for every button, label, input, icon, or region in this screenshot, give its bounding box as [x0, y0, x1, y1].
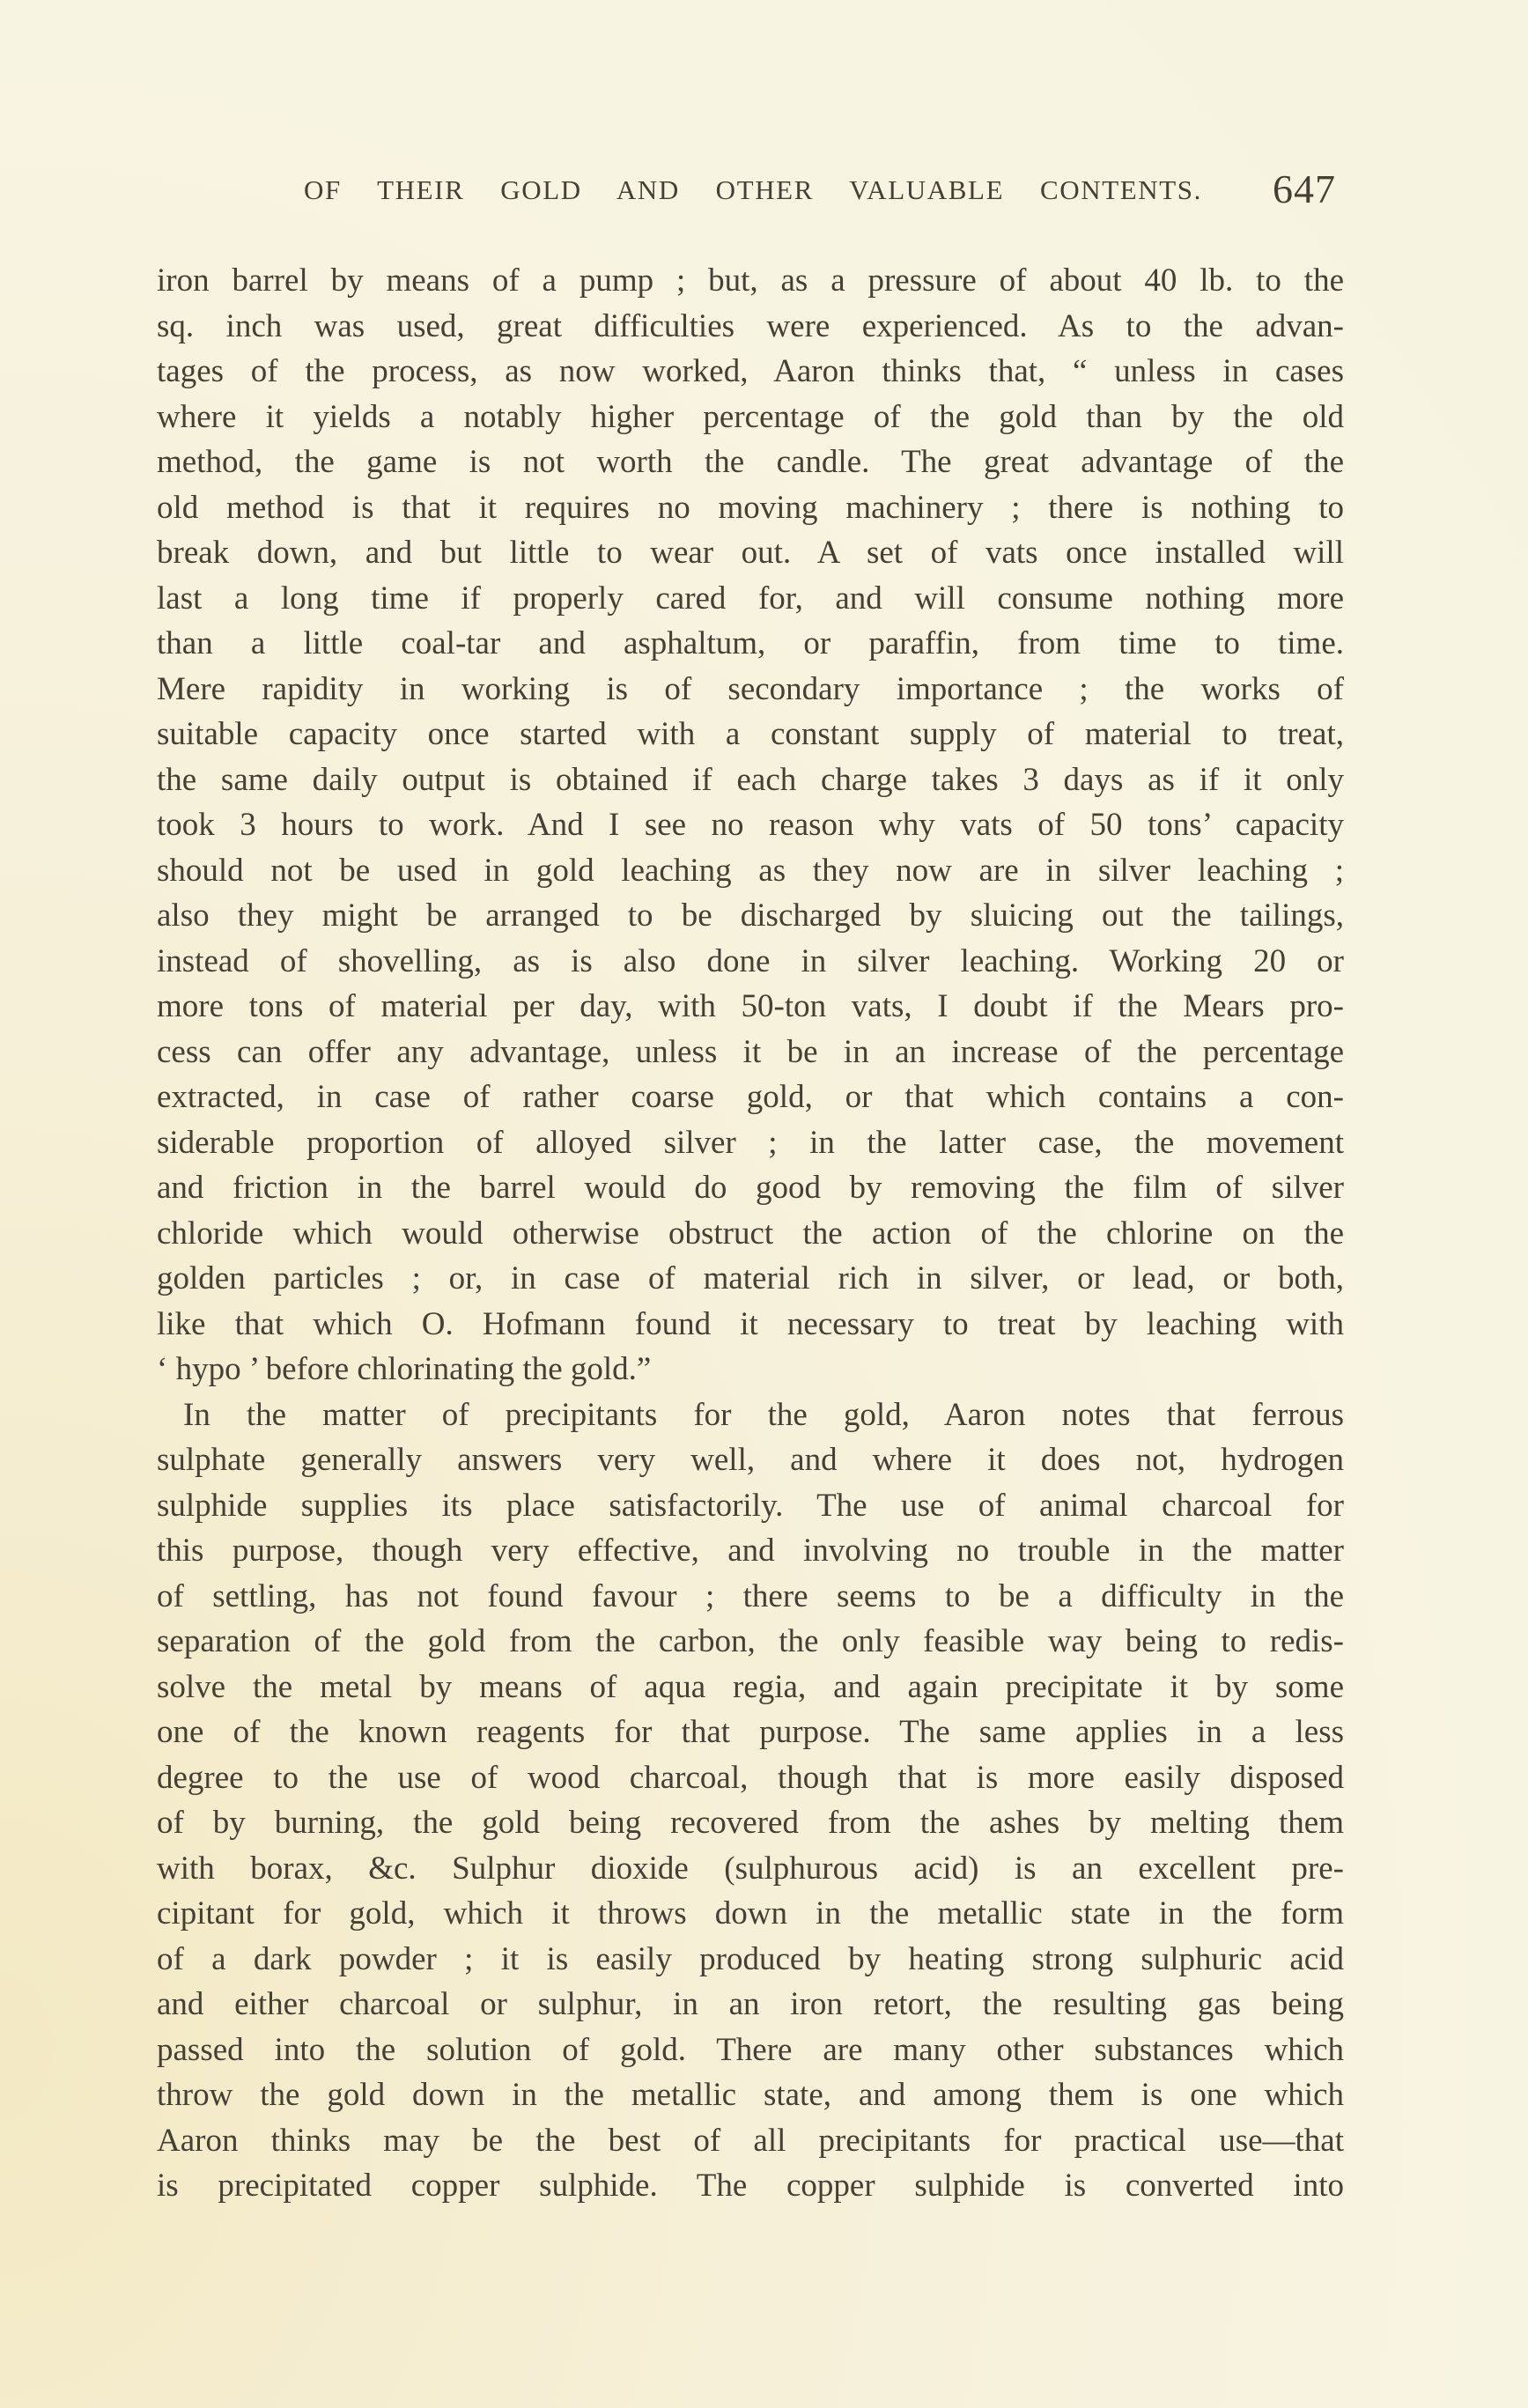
- text-line: golden particles ; or, in case of material rich in silver, or lead, or both,: [157, 1260, 1344, 1296]
- body-text: [157, 258, 1344, 2209]
- text-line: where it yields a notably higher percentage of the gold than by the old: [157, 398, 1344, 435]
- text-line: passed into the solution of gold. There are many other substances which: [157, 2031, 1344, 2068]
- text-line: sulphate generally answers very well, and where it does not, hydrogen: [157, 1442, 1344, 1478]
- text-line: cess can offer any advantage, unless it be in an increase of the percentage: [157, 1033, 1344, 1070]
- text-line: is precipitated copper sulphide. The copper sulphide is converted into: [157, 2168, 1344, 2204]
- text-line: Mere rapidity in working is of secondary importance ; the works of: [157, 670, 1344, 707]
- text-line: sulphide supplies its place satisfactorily. The use of animal charcoal for: [157, 1487, 1344, 1524]
- text-line: method, the game is not worth the candle. The great advantage of the: [157, 444, 1344, 480]
- text-line: suitable capacity once started with a constant supply of material to treat,: [157, 716, 1344, 752]
- text-line: the same daily output is obtained if each charge takes 3 days as if it only: [157, 761, 1344, 798]
- text-line: took 3 hours to work. And I see no reason why vats of 50 tons’ capacity: [157, 807, 1344, 843]
- page-number: 647: [1273, 166, 1336, 211]
- text-line: separation of the gold from the carbon, the only feasible way being to redis-: [157, 1623, 1344, 1659]
- text-line: this purpose, though very effective, and involving no trouble in the matter: [157, 1533, 1344, 1569]
- text-line: degree to the use of wood charcoal, though that is more easily disposed: [157, 1759, 1344, 1796]
- text-line: iron barrel by means of a pump ; but, as a pressure of about 40 lb. to the: [157, 262, 1344, 299]
- text-line: instead of shovelling, as is also done in silver leaching. Working 20 or: [157, 942, 1344, 979]
- text-line: last a long time if properly cared for, and will consume nothing more: [157, 580, 1344, 617]
- paragraph: [157, 1392, 1344, 2209]
- text-line: cipitant for gold, which it throws down in the metallic state in the form: [157, 1895, 1344, 1932]
- text-line: chloride which would otherwise obstruct the action of the chlorine on the: [157, 1215, 1344, 1252]
- paragraph: [157, 258, 1344, 1392]
- text-line: In the matter of precipitants for the gold, Aaron notes that ferrous: [183, 1396, 1344, 1433]
- text-line: one of the known reagents for that purpose. The same applies in a less: [157, 1714, 1344, 1750]
- running-head: OF THEIR GOLD AND OTHER VALUABLE CONTENTS.: [304, 174, 1202, 205]
- text-line: like that which O. Hofmann found it necessary to treat by leaching with: [157, 1305, 1344, 1342]
- text-line: siderable proportion of alloyed silver ; in the latter case, the movement: [157, 1124, 1344, 1161]
- text-line: break down, and but little to wear out. A set of vats once installed will: [157, 535, 1344, 571]
- text-line: also they might be arranged to be discharged by sluicing out the tailings,: [157, 897, 1344, 934]
- text-line: of a dark powder ; it is easily produced by heating strong sulphuric acid: [157, 1940, 1344, 1977]
- text-line: throw the gold down in the metallic state, and among them is one which: [157, 2077, 1344, 2113]
- text-line: than a little coal-tar and asphaltum, or paraffin, from time to time.: [157, 625, 1344, 661]
- text-line: should not be used in gold leaching as they now are in silver leaching ;: [157, 852, 1344, 889]
- text-line: sq. inch was used, great difficulties were experienced. As to the advan-: [157, 307, 1344, 344]
- text-line: Aaron thinks may be the best of all precipitants for practical use—that: [157, 2122, 1344, 2159]
- text-line: with borax, &c. Sulphur dioxide (sulphurous acid) is an excellent pre-: [157, 1850, 1344, 1887]
- text-line: more tons of material per day, with 50-ton vats, I doubt if the Mears pro-: [157, 988, 1344, 1024]
- text-line: solve the metal by means of aqua regia, and again precipitate it by some: [157, 1668, 1344, 1705]
- text-line: and friction in the barrel would do good by removing the film of silver: [157, 1170, 1344, 1206]
- text-line: ‘ hypo ’ before chlorinating the gold.”: [157, 1351, 652, 1387]
- text-line: of by burning, the gold being recovered from the ashes by melting them: [157, 1805, 1344, 1841]
- text-line: extracted, in case of rather coarse gold, or that which contains a con-: [157, 1079, 1344, 1115]
- text-line: old method is that it requires no moving machinery ; there is nothing to: [157, 489, 1344, 526]
- text-line: tages of the process, as now worked, Aaron thinks that, “ unless in cases: [157, 353, 1344, 389]
- text-line: of settling, has not found favour ; there seems to be a difficulty in the: [157, 1577, 1344, 1614]
- text-line: and either charcoal or sulphur, in an iron retort, the resulting gas being: [157, 1986, 1344, 2022]
